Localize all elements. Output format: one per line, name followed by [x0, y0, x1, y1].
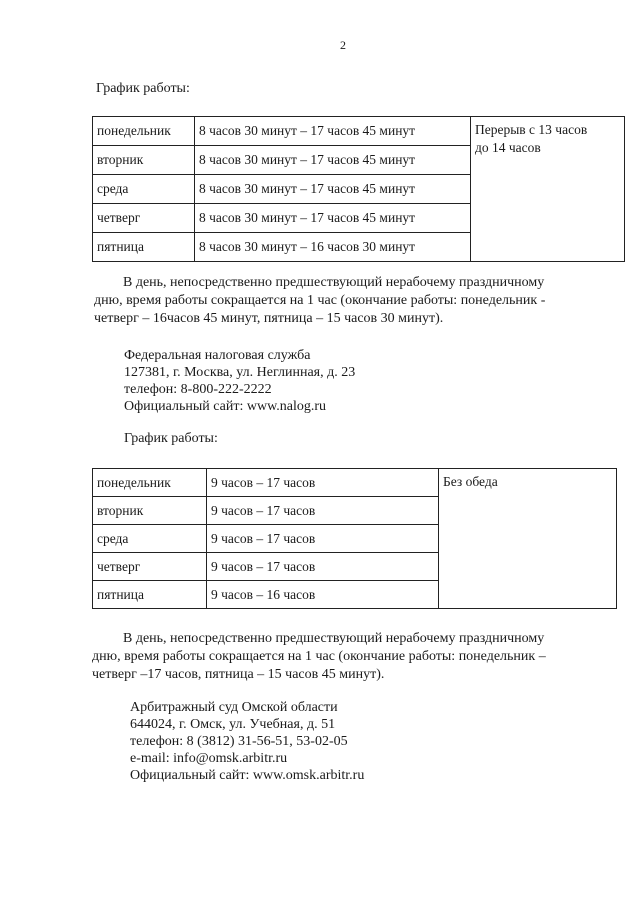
- shortened-day-paragraph-1: [94, 274, 545, 328]
- organization-name: Арбитражный суд Омской области: [130, 700, 338, 715]
- day-cell: вторник: [93, 497, 207, 525]
- hours-cell: 9 часов – 17 часов: [207, 525, 439, 553]
- day-cell: среда: [93, 525, 207, 553]
- day-cell: понедельник: [93, 117, 195, 146]
- table-row: [93, 469, 617, 497]
- break-note-line: Перерыв с 13 часов: [475, 122, 588, 137]
- day-cell: понедельник: [93, 469, 207, 497]
- phone: телефон: 8-800-222-2222: [124, 382, 272, 397]
- schedule-table-2: [92, 468, 617, 609]
- paragraph-line: четверг – 16часов 45 минут, пятница – 15 часов 30 минут).: [94, 311, 444, 326]
- shortened-day-paragraph-2: [92, 630, 546, 684]
- organization-name: Федеральная налоговая служба: [124, 348, 311, 363]
- court-contact-block: [130, 699, 364, 784]
- day-cell: среда: [93, 175, 195, 204]
- email: e-mail: info@omsk.arbitr.ru: [130, 751, 288, 766]
- address: 644024, г. Омск, ул. Учебная, д. 51: [130, 717, 336, 732]
- website: Официальный сайт: www.omsk.arbitr.ru: [130, 768, 365, 783]
- hours-cell: 8 часов 30 минут – 16 часов 30 минут: [195, 233, 471, 262]
- schedule-table-1: [92, 116, 625, 262]
- day-cell: пятница: [93, 581, 207, 609]
- break-note-cell: [471, 117, 625, 262]
- hours-cell: 8 часов 30 минут – 17 часов 45 минут: [195, 175, 471, 204]
- hours-cell: 8 часов 30 минут – 17 часов 45 минут: [195, 117, 471, 146]
- hours-cell: 8 часов 30 минут – 17 часов 45 минут: [195, 204, 471, 233]
- hours-cell: 9 часов – 17 часов: [207, 497, 439, 525]
- hours-cell: 8 часов 30 минут – 17 часов 45 минут: [195, 146, 471, 175]
- day-cell: четверг: [93, 204, 195, 233]
- paragraph-line: дню, время работы сокращается на 1 час (окончание работы: понедельник –: [92, 649, 546, 664]
- address: 127381, г. Москва, ул. Неглинная, д. 23: [124, 365, 356, 380]
- phone: телефон: 8 (3812) 31-56-51, 53-02-05: [130, 734, 348, 749]
- paragraph-line: В день, непосредственно предшествующий нерабочему праздничному: [123, 275, 545, 290]
- paragraph-line: четверг –17 часов, пятница – 15 часов 45 минут).: [92, 667, 385, 682]
- page-number: 2: [340, 38, 346, 52]
- fns-contact-block: [124, 347, 355, 415]
- paragraph-line: В день, непосредственно предшествующий нерабочему праздничному: [123, 631, 545, 646]
- lunch-note-cell: Без обеда: [439, 469, 617, 609]
- hours-cell: 9 часов – 16 часов: [207, 581, 439, 609]
- paragraph-line: дню, время работы сокращается на 1 час (окончание работы: понедельник -: [94, 293, 546, 308]
- schedule-heading-1: График работы:: [96, 81, 190, 96]
- table-row: [93, 117, 625, 146]
- hours-cell: 9 часов – 17 часов: [207, 553, 439, 581]
- day-cell: вторник: [93, 146, 195, 175]
- break-note-line: до 14 часов: [475, 140, 541, 155]
- day-cell: пятница: [93, 233, 195, 262]
- website: Официальный сайт: www.nalog.ru: [124, 399, 327, 414]
- hours-cell: 9 часов – 17 часов: [207, 469, 439, 497]
- day-cell: четверг: [93, 553, 207, 581]
- schedule-heading-2: График работы:: [124, 431, 218, 446]
